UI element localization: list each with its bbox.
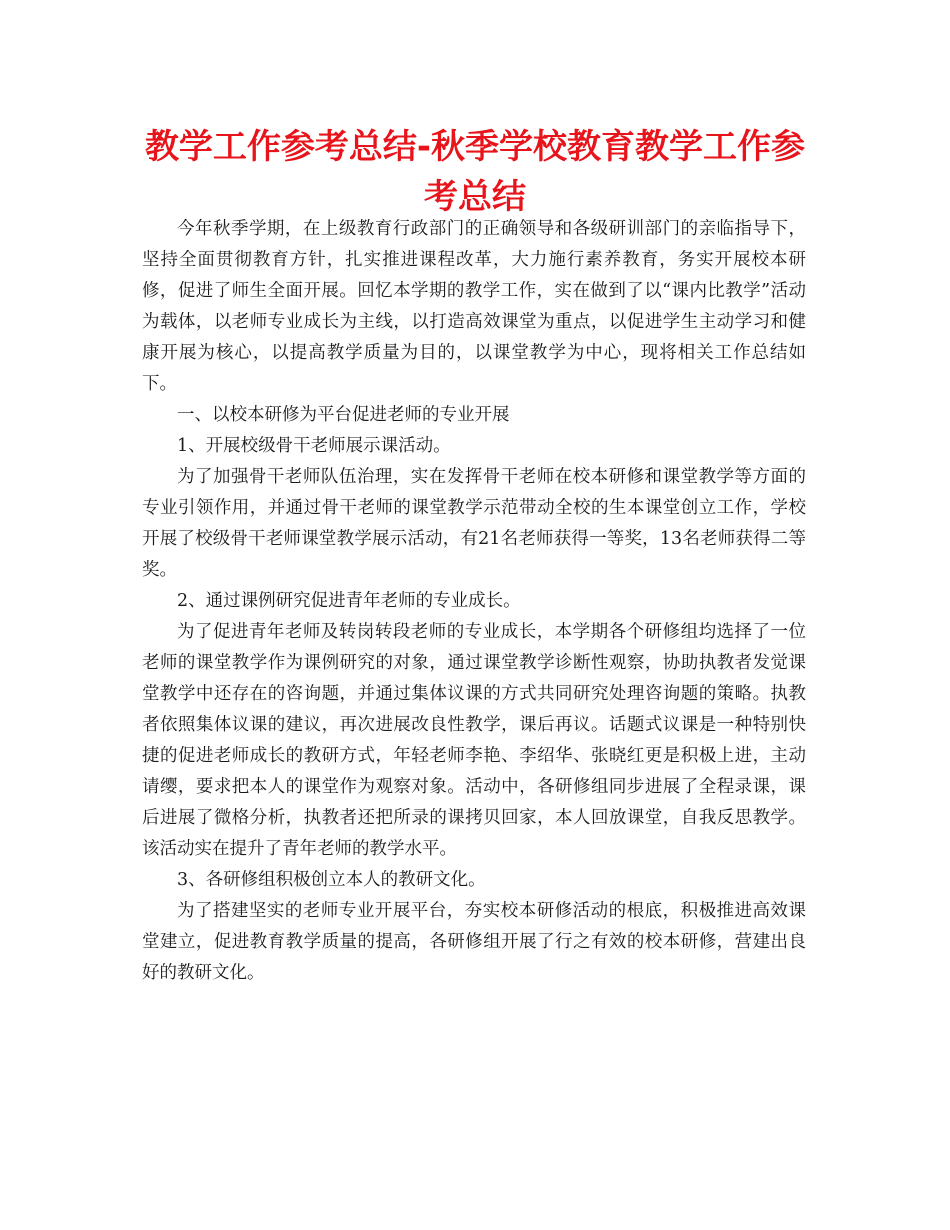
- subheading-1: 1、开展校级骨干老师展示课活动。: [177, 436, 451, 456]
- document-body: [142, 214, 806, 989]
- section-heading-1: 一、以校本研修为平台促进老师的专业开展: [177, 405, 510, 425]
- document-title: 教学工作参考总结-秋季学校教育教学工作参考总结: [144, 127, 806, 217]
- subheading-2: 2、通过课例研究促进青年老师的专业成长。: [177, 591, 521, 611]
- subheading-3: 3、各研修组积极创立本人的教研文化。: [177, 870, 486, 890]
- paragraph-3: 为了搭建坚实的老师专业开展平台，夯实校本研修活动的根底，积极推进高效课堂建立，促进教育教学质量的提高，各研修组开展了行之有效的校本研修，营建出良好的教研文化。: [142, 901, 806, 983]
- paragraph-intro: 今年秋季学期，在上级教育行政部门的正确领导和各级研训部门的亲临指导下，坚持全面贯彻教育方针，扎实推进课程改革，大力施行素养教育，务实开展校本研修，促进了师生全面开展。回忆本学期的教学工作，实在做到了以“课内比教学”活动为载体，以老师专业成长为主线，以打造高效课堂为重点，以促进学生主动学习和健康开展为核心，以提高教学质量为目的，以课堂教学为中心，现将相关工作总结如下。: [142, 219, 806, 394]
- paragraph-2: 为了促进青年老师及转岗转段老师的专业成长，本学期各个研修组均选择了一位老师的课堂教学作为课例研究的对象，通过课堂教学诊断性观察，协助执教者发觉课堂教学中还存在的咨询题，并通过集体议课的方式共同研究处理咨询题的策略。执教者依照集体议课的建议，再次进展改良性教学，课后再议。话题式议课是一种特别快捷的促进老师成长的教研方式，年轻老师李艳、李绍华、张晓红更是积极上进，主动请缨，要求把本人的课堂作为观察对象。活动中，各研修组同步进展了全程录课，课后进展了微格分析，执教者还把所录的课拷贝回家，本人回放课堂，自我反思教学。该活动实在提升了青年老师的教学水平。: [142, 622, 806, 859]
- paragraph-1: 为了加强骨干老师队伍治理，实在发挥骨干老师在校本研修和课堂教学等方面的专业引领作用，并通过骨干老师的课堂教学示范带动全校的生本课堂创立工作，学校开展了校级骨干老师课堂教学展示活动，有21名老师获得一等奖，13名老师获得二等奖。: [142, 467, 806, 580]
